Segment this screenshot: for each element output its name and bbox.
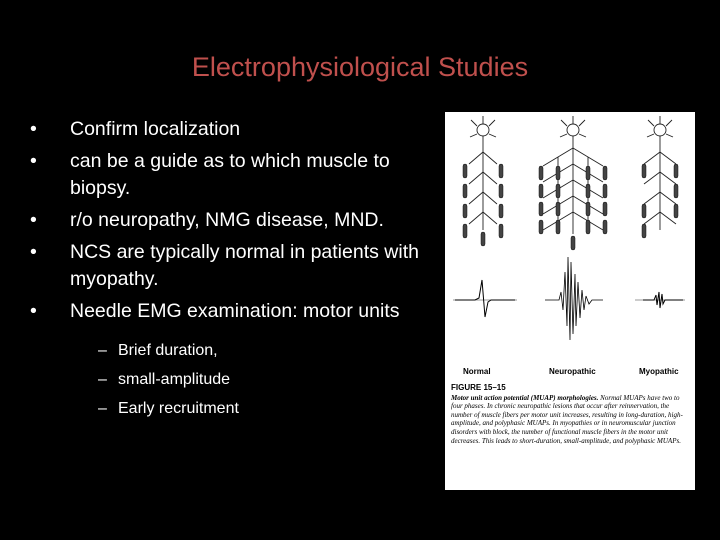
- bullet-marker: •: [30, 150, 37, 172]
- subbullet-list: [30, 341, 440, 419]
- figure-label-myopathic: Myopathic: [639, 367, 679, 376]
- myopathic-muap-trace: [643, 292, 683, 308]
- normal-motor-unit: [469, 116, 497, 230]
- muap-figure: [445, 112, 695, 490]
- subbullet-text: small-amplitude: [118, 371, 231, 388]
- dash-marker: –: [98, 400, 107, 417]
- dash-marker: –: [98, 342, 107, 359]
- subbullet-text: Brief duration,: [118, 342, 218, 359]
- bullet-text: r/o neuropathy, NMG disease, MND.: [70, 209, 384, 231]
- figure-label-neuropathic: Neuropathic: [549, 367, 596, 376]
- dash-marker: –: [98, 371, 107, 388]
- figure-caption: [451, 384, 691, 445]
- subbullet-item: [98, 370, 440, 390]
- caption-subtitle: Motor unit action potential (MUAP) morphologies.: [451, 393, 599, 402]
- bullet-list: [30, 116, 440, 428]
- bullet-text: NCS are typically normal in patients with myopathy.: [70, 241, 419, 290]
- subbullet-item: [98, 399, 440, 419]
- subbullet-item: [98, 341, 440, 361]
- neuropathic-motor-unit: [543, 116, 603, 234]
- neuropathic-muap-trace: [545, 257, 603, 340]
- motor-unit-diagram: [445, 112, 695, 382]
- slide-title: Electrophysiological Studies: [191, 52, 529, 82]
- normal-muap-trace: [455, 280, 515, 317]
- bullet-text: can be a guide as to which muscle to biopsy.: [70, 150, 390, 199]
- bullet-item: [30, 148, 440, 202]
- subbullet-text: Early recruitment: [118, 400, 239, 417]
- bullet-marker: •: [30, 241, 37, 263]
- bullet-item: [30, 207, 440, 234]
- figure-label-normal: Normal: [463, 367, 491, 376]
- bullet-marker: •: [30, 118, 37, 140]
- caption-heading: FIGURE 15–15: [451, 383, 506, 392]
- bullet-text: Needle EMG examination: motor units: [70, 300, 400, 322]
- bullet-marker: •: [30, 300, 37, 322]
- bullet-item: [30, 116, 440, 143]
- bullet-item: [30, 298, 440, 325]
- caption-body: Normal MUAPs have two to four phases. In chronic neuropathic lesions that occur after reinnervation, the number of muscle fibers per motor unit increases, resulting in long-duration, high-amplitude, and polyphasic MUAPs. In myopathies or in neuromuscular junction disorders with block, the number of functional muscle fibers in the motor unit decreases. This leads to short-duration, small-amplitude, and polyphasic MUAPs.: [451, 393, 683, 445]
- bullet-item: [30, 239, 440, 293]
- bullet-text: Confirm localization: [70, 118, 241, 140]
- bullet-marker: •: [30, 209, 37, 231]
- myopathic-motor-unit: [644, 116, 676, 230]
